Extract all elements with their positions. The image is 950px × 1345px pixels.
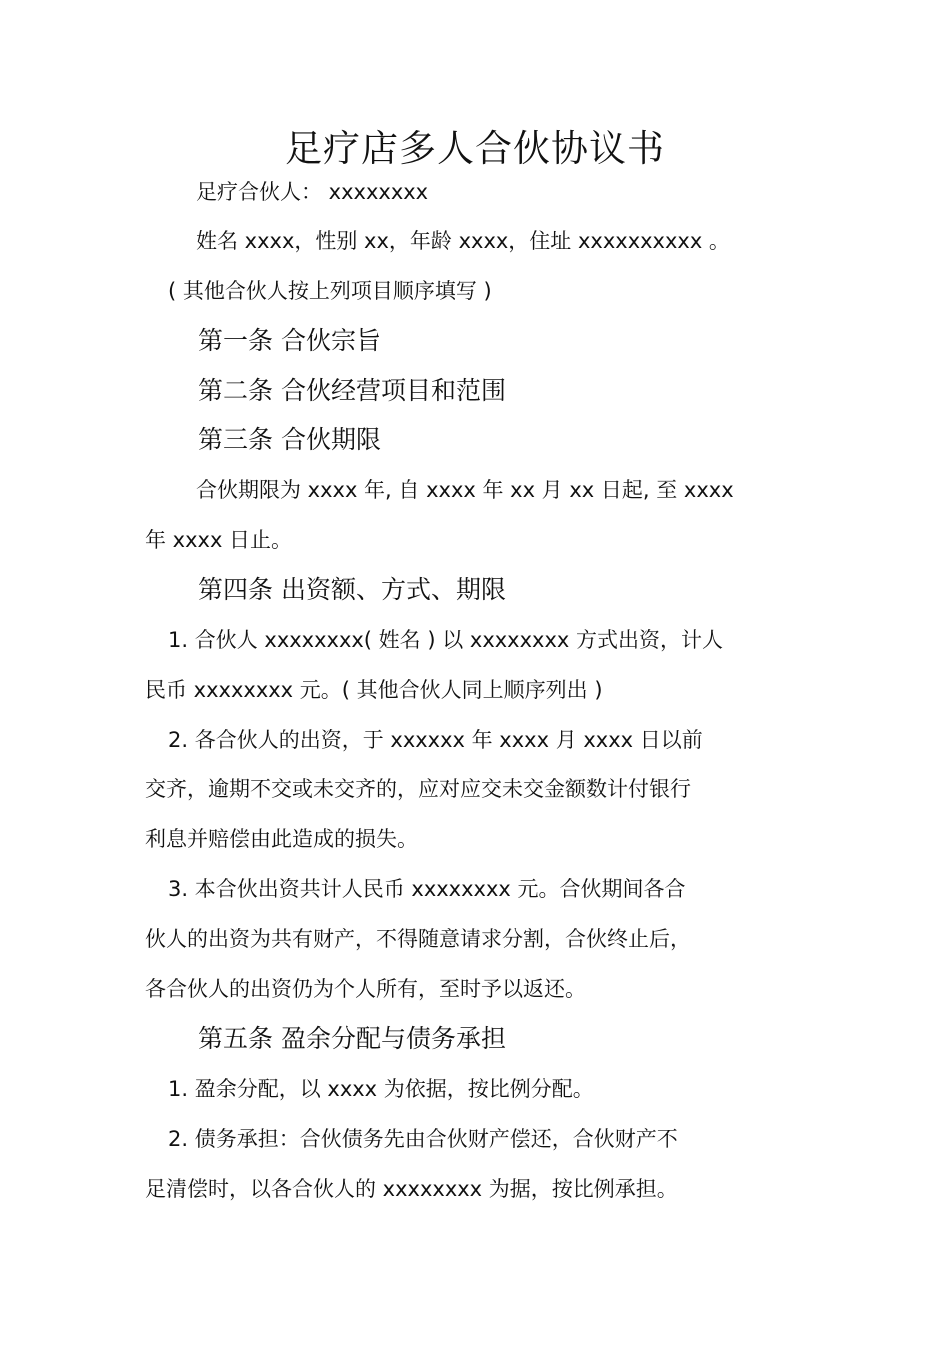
article-4-item-1-line-1: 1. 合伙人 xxxxxxxx( 姓名 ) 以 xxxxxxxx 方式出资，计人 [168,628,723,652]
article-3-text-line-2: 年 xxxx 日止。 [145,528,293,552]
article-1-heading: 第一条 合伙宗旨 [198,326,381,355]
article-3-heading: 第三条 合伙期限 [198,425,381,454]
article-2-heading: 第二条 合伙经营项目和范围 [198,376,506,405]
article-4-heading: 第四条 出资额、方式、期限 [198,575,506,604]
partner-info: 姓名 xxxx，性别 xx，年龄 xxxx，住址 xxxxxxxxxx 。 [196,229,730,253]
article-4-item-2-line-3: 利息并赔偿由此造成的损失。 [145,827,418,851]
article-5-item-1-line-1: 1. 盈余分配，以 xxxx 为依据，按比例分配。 [168,1077,594,1101]
partner-note: ( 其他合伙人按上列项目顺序填写 ) [168,279,492,303]
article-4-item-2-line-2: 交齐，逾期不交或未交齐的，应对应交未交金额数计付银行 [145,777,691,801]
article-4-item-3-line-3: 各合伙人的出资仍为个人所有，至时予以返还。 [145,977,586,1001]
document-title: 足疗店多人合伙协议书 [285,127,665,170]
article-4-item-1-line-2: 民币 xxxxxxxx 元。( 其他合伙人同上顺序列出 ) [145,678,603,702]
partner-label: 足疗合伙人： xxxxxxxx [196,180,429,204]
article-3-text-line-1: 合伙期限为 xxxx 年, 自 xxxx 年 xx 月 xx 日起, 至 xxxx [196,478,734,502]
article-4-item-2-line-1: 2. 各合伙人的出资，于 xxxxxx 年 xxxx 月 xxxx 日以前 [168,728,703,752]
article-4-item-3-line-2: 伙人的出资为共有财产，不得随意请求分割，合伙终止后， [145,927,691,951]
article-5-heading: 第五条 盈余分配与债务承担 [198,1024,506,1053]
article-4-item-3-line-1: 3. 本合伙出资共计人民币 xxxxxxxx 元。合伙期间各合 [168,877,686,901]
article-5-item-2-line-1: 2. 债务承担：合伙债务先由合伙财产偿还，合伙财产不 [168,1127,678,1151]
article-5-item-2-line-2: 足清偿时，以各合伙人的 xxxxxxxx 为据，按比例承担。 [145,1177,678,1201]
